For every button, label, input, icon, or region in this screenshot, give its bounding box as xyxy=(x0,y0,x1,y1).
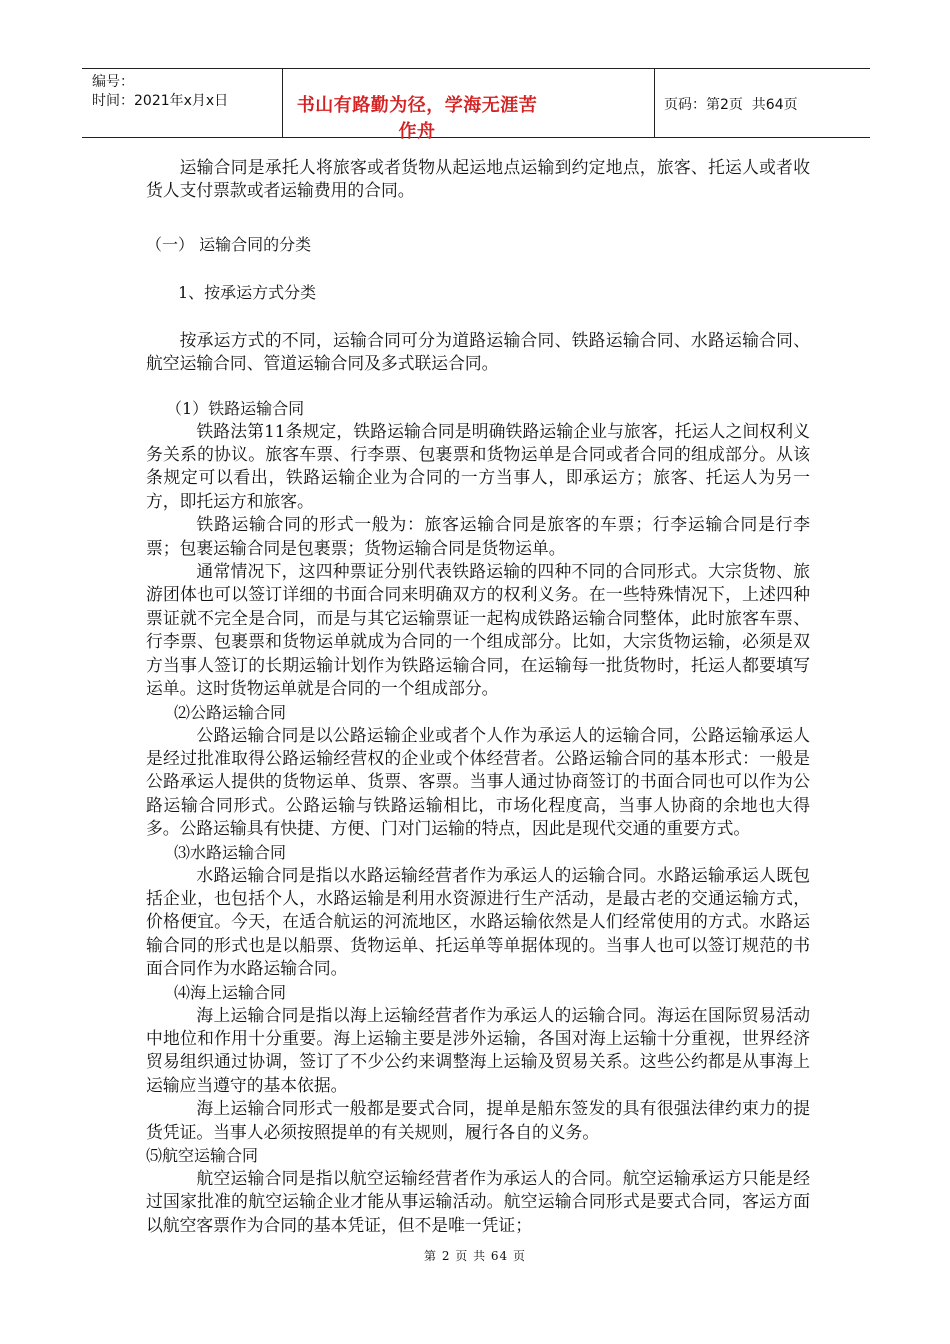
header-divider xyxy=(282,69,283,137)
section-heading: （一） 运输合同的分类 xyxy=(146,234,312,254)
document-body xyxy=(146,156,810,1237)
water-heading: ⑶水路运输合同 xyxy=(174,842,287,862)
road-heading: ⑵公路运输合同 xyxy=(174,702,287,722)
header-divider xyxy=(654,69,655,137)
paragraph: 航空运输合同是指以航空运输经营者作为承运人的合同。航空运输承运方只能是经过国家批准的航空运输企业才能从事运输活动。航空运输合同形式是要式合同，客运方面以航空客票作为合同的基本凭证，但不是唯一凭证； xyxy=(146,1168,810,1235)
paragraph: 通常情况下，这四种票证分别代表铁路运输的四种不同的合同形式。大宗货物、旅游团体也可以签订详细的书面合同来明确双方的权利义务。在一些特殊情况下，上述四种票证就不完全是合同，而是与其它运输票证一起构成铁路运输合同整体，此时旅客车票、行李票、包裹票和货物运单就成为合同的一个组成部分。比如，大宗货物运输，必须是双方当事人签订的长期运输计划作为铁路运输合同，在运输每一批货物时，托运人都要填写运单。这时货物运单就是合同的一个组成部分。 xyxy=(146,561,810,699)
rail-heading: （1）铁路运输合同 xyxy=(166,398,305,418)
paragraph: 公路运输合同是以公路运输企业或者个人作为承运人的运输合同，公路运输承运人是经过批准取得公路运输经营权的企业或个体经营者。公路运输合同的基本形式：一般是公路承运人提供的货物运单、货票、客票。当事人通过协商签订的书面合同也可以作为公路运输合同形式。公路运输与铁路运输相比，市场化程度高，当事人协商的余地也大得多。公路运输具有快捷、方便、门对门运输的特点，因此是现代交通的重要方式。 xyxy=(146,724,810,839)
header-meta xyxy=(92,73,228,111)
paragraph: 水路运输合同是指以水路运输经营者作为承运人的运输合同。水路运输承运人既包括企业，也包括个人，水路运输是利用水资源进行生产活动，是最古老的交通运输方式，价格便宜。今天，在适合航运的河流地区，水路运输依然是人们经常使用的方式。水路运输合同的形式也是以船票、货物运单、托运单等单据体现的。当事人也可以签订规范的书面合同作为水路运输合同。 xyxy=(146,864,810,979)
header-motto: 书山有路勤为径，学海无涯苦作舟 xyxy=(296,95,538,142)
paragraph: 海上运输合同形式一般都是要式合同，提单是船东签发的具有很强法律约束力的提货凭证。当事人必须按照提单的有关规则，履行各自的义务。 xyxy=(146,1098,810,1142)
number-label: 编号： xyxy=(92,74,134,90)
paragraph: 海上运输合同是指以海上运输经营者作为承运人的运输合同。海运在国际贸易活动中地位和作用十分重要。海上运输主要是涉外运输，各国对海上运输十分重视，世界经济贸易组织通过协调，签订了不少公约来调整海上运输及贸易关系。这些公约都是从事海上运输应当遵守的基本依据。 xyxy=(146,1004,810,1095)
intro-paragraph: 运输合同是承托人将旅客或者货物从起运地点运输到约定地点，旅客、托运人或者收货人支付票款或者运输费用的合同。 xyxy=(146,157,810,201)
paragraph: 铁路法第11条规定，铁路运输合同是明确铁路运输企业与旅客，托运人之间权利义务关系的协议。旅客车票、行李票、包裹票和货物运单是合同或者合同的组成部分。从该条规定可以看出，铁路运输企业为合同的一方当事人，即承运方；旅客、托运人为另一方，即托运方和旅客。 xyxy=(146,420,810,511)
header-page-info: 页码：第2页 共64页 xyxy=(664,97,798,113)
paragraph: 铁路运输合同的形式一般为：旅客运输合同是旅客的车票；行李运输合同是行李票；包裹运输合同是包裹票；货物运输合同是货物运单。 xyxy=(146,514,810,558)
air-heading: ⑸航空运输合同 xyxy=(146,1146,259,1165)
page-footer: 第 2 页 共 64 页 xyxy=(424,1249,526,1263)
sea-heading: ⑷海上运输合同 xyxy=(174,982,287,1002)
page-header xyxy=(82,68,870,142)
date-label: 时间：2021年x月x日 xyxy=(92,93,229,109)
subsection-heading: 1、按承运方式分类 xyxy=(178,282,317,302)
paragraph: 按承运方式的不同，运输合同可分为道路运输合同、铁路运输合同、水路运输合同、航空运输合同、管道运输合同及多式联运合同。 xyxy=(146,329,810,374)
